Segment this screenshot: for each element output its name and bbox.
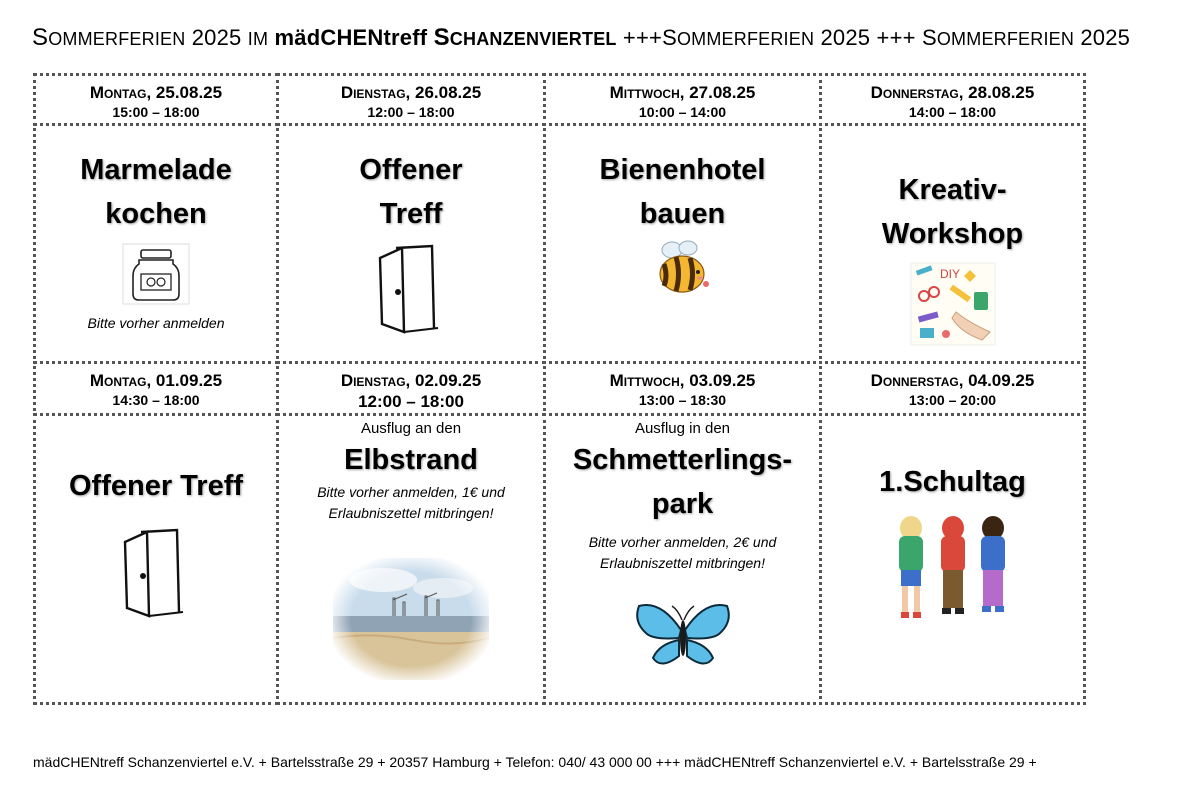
day-header: Montag, 25.08.25 15:00 – 18:00 [33, 73, 279, 126]
day-header: Mittwoch, 03.09.25 13:00 – 18:30 [543, 361, 822, 416]
activity-cell [819, 123, 1086, 364]
activity-note: Bitte vorher anmelden, 2€ und [588, 534, 777, 550]
activity-title: Offener [359, 154, 463, 186]
day-header: Dienstag, 02.09.25 12:00 – 18:00 [276, 361, 546, 416]
activity-title: Workshop [881, 218, 1024, 250]
activity-title: bauen [639, 198, 726, 230]
activity-cell [543, 413, 822, 705]
activity-cell [33, 413, 279, 705]
day-header: Dienstag, 26.08.25 12:00 – 18:00 [276, 73, 546, 126]
day-header: Donnerstag, 04.09.25 13:00 – 20:00 [819, 361, 1086, 416]
activity-title: Treff [379, 198, 443, 230]
bee-icon [648, 240, 718, 302]
activity-cell [33, 123, 279, 364]
footer-address: mädCHENtreff Schanzenviertel e.V. + Bartelsstraße 29 + 20357 Hamburg + Telefon: 040/ 43 000 00 +++ mädCHENtreff Schanzenviertel e.V. + Bartelsstraße 29 + [33, 754, 1037, 770]
elbe-beach-icon [333, 558, 489, 680]
activity-title: Elbstrand [344, 444, 478, 476]
activity-title: Kreativ- [898, 174, 1007, 206]
activity-title: Schmetterlings- [572, 444, 793, 476]
activity-note: Bitte vorher anmelden [87, 315, 225, 331]
activity-cell [819, 413, 1086, 705]
page-title: SOMMERFERIEN 2025 IM mädCHENtreff SCHANZENVIERTEL +++SOMMERFERIEN 2025 +++ SOMMERFERIEN 2025 [32, 24, 1131, 51]
activity-title: Marmelade [80, 154, 232, 186]
school-children-icon [883, 514, 1023, 626]
day-header: Montag, 01.09.25 14:30 – 18:00 [33, 361, 279, 416]
activity-note: Erlaubniszettel mitbringen! [600, 555, 765, 571]
activity-cell [276, 123, 546, 364]
activity-title: Bienenhotel [599, 154, 766, 186]
jam-jar-icon [121, 242, 191, 306]
activity-note: Bitte vorher anmelden, 1€ und [317, 484, 505, 500]
open-door-icon [366, 240, 456, 336]
activity-cell [276, 413, 546, 705]
activity-title: Offener Treff [68, 470, 244, 502]
activity-cell [543, 123, 822, 364]
day-header: Donnerstag, 28.08.25 14:00 – 18:00 [819, 73, 1086, 126]
brand-name: mädCHENtreff [274, 25, 428, 50]
activity-title: 1.Schultag [879, 466, 1026, 498]
schedule-grid [33, 73, 1083, 702]
activity-prefix: Ausflug an den [360, 420, 462, 437]
activity-prefix: Ausflug in den [634, 420, 731, 437]
activity-note: Erlaubniszettel mitbringen! [328, 505, 494, 521]
diy-label: DIY [939, 267, 960, 281]
activity-title: kochen [105, 198, 207, 230]
activity-title: park [651, 488, 714, 520]
day-header: Mittwoch, 27.08.25 10:00 – 14:00 [543, 73, 822, 126]
butterfly-icon [633, 600, 733, 674]
diy-craft-icon [910, 262, 996, 346]
open-door-icon [111, 524, 201, 620]
